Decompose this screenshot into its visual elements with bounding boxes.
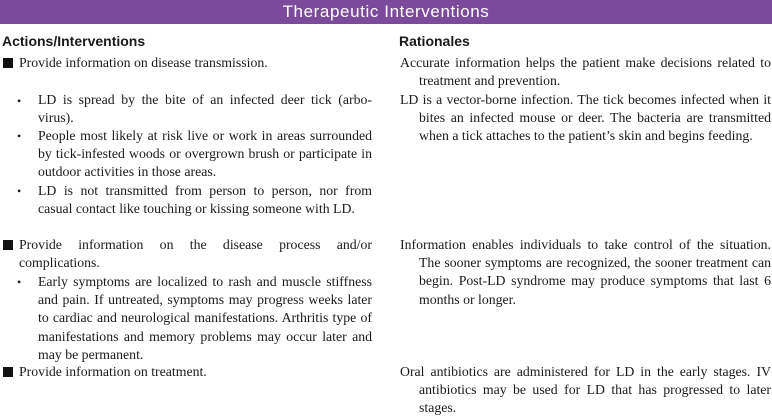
sub-item: People most likely at risk live or work in areas surrounded by tick-infested woods or overgrown brush or participate in outdoor activities in those areas. <box>38 128 372 180</box>
action-item: Provide information on disease transmission. <box>19 55 268 70</box>
sub-item: Early symptoms are localized to rash and muscle stiffness and pain. If untreated, symptoms may progress weeks later to cardiac and neurological manifestations. Arthritis type of manifestations and memory problems may occur later and may be permanent. <box>38 274 372 362</box>
rationale-text: LD is a vector-borne infection. The tick becomes infected when it bites an infected mouse or deer. The bacteria are transmitted when a tick attaches to the patient’s skin and begins feeding. <box>400 92 771 144</box>
section-title-banner: Therapeutic Interventions <box>0 0 772 24</box>
rationale-text: Information enables individuals to take control of the situation. The sooner symptoms are recognized, the sooner treatment can begin. Post-LD syndrome may produce symptoms that last 6 months or longer. <box>400 237 771 307</box>
sub-item: LD is not transmitted from person to person, nor from casual contact like touching or kissing someone with LD. <box>38 183 372 217</box>
bullet-dot-icon: • <box>17 184 22 198</box>
rationale-text: Accurate information helps the patient make decisions related to treatment and prevention. <box>400 55 771 89</box>
square-bullet-icon <box>3 367 13 377</box>
actions-column-header: Actions/Interventions <box>2 33 146 49</box>
action-item: Provide information on the disease process and/or complications. <box>19 237 372 271</box>
rationales-column-header: Rationales <box>399 33 470 49</box>
rationale-text: Oral antibiotics are administered for LD in the early stages. IV antibiotics may be used for LD that has progressed to later stages. <box>400 364 771 416</box>
square-bullet-icon <box>3 240 13 250</box>
bullet-dot-icon: • <box>17 129 22 143</box>
square-bullet-icon <box>3 58 13 68</box>
bullet-dot-icon: • <box>17 94 22 108</box>
sub-item: LD is spread by the bite of an infected deer tick (arbo-virus). <box>38 92 372 126</box>
action-item: Provide information on treatment. <box>19 364 207 379</box>
bullet-dot-icon: • <box>17 275 22 289</box>
